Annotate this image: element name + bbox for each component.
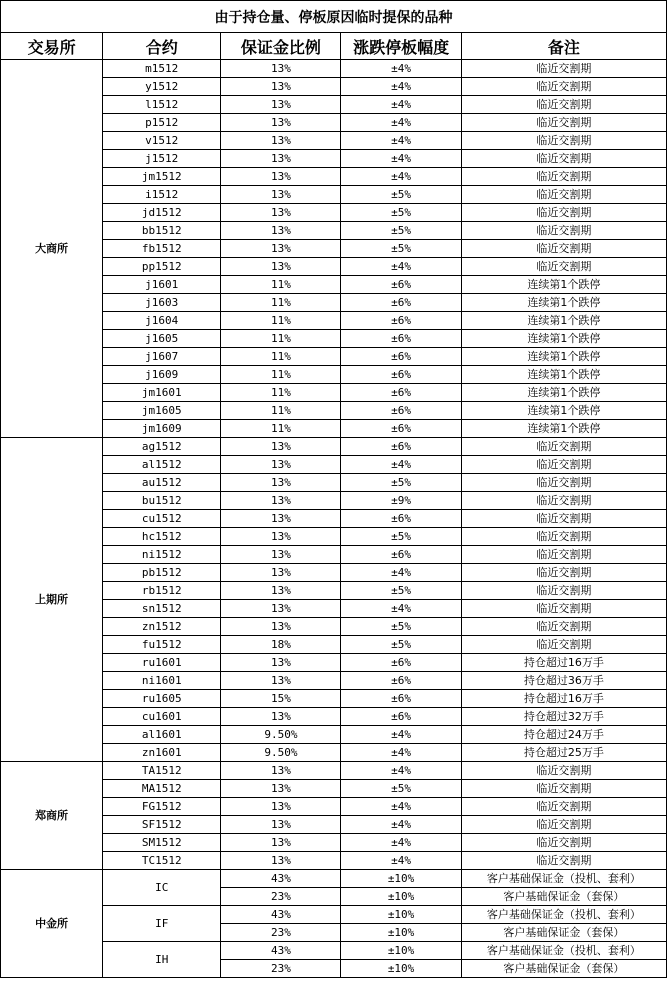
contract-cell: bb1512 xyxy=(103,222,221,240)
note-cell: 临近交割期 xyxy=(461,816,666,834)
note-cell: 持仓超过24万手 xyxy=(461,726,666,744)
margin-cell: 11% xyxy=(221,294,341,312)
margin-cell: 13% xyxy=(221,114,341,132)
note-cell: 客户基础保证金（套保） xyxy=(461,960,666,978)
header-contract: 合约 xyxy=(103,33,221,60)
contract-cell: j1604 xyxy=(103,312,221,330)
note-cell: 临近交割期 xyxy=(461,564,666,582)
margin-cell: 13% xyxy=(221,204,341,222)
margin-cell: 18% xyxy=(221,636,341,654)
contract-cell: v1512 xyxy=(103,132,221,150)
contract-cell: jm1605 xyxy=(103,402,221,420)
limit-cell: ±10% xyxy=(341,906,461,924)
contract-cell: j1601 xyxy=(103,276,221,294)
margin-cell: 11% xyxy=(221,366,341,384)
contract-cell: jm1609 xyxy=(103,420,221,438)
note-cell: 持仓超过16万手 xyxy=(461,654,666,672)
margin-cell: 23% xyxy=(221,888,341,906)
limit-cell: ±6% xyxy=(341,402,461,420)
margin-cell: 13% xyxy=(221,492,341,510)
contract-cell: l1512 xyxy=(103,96,221,114)
note-cell: 临近交割期 xyxy=(461,528,666,546)
contract-cell: jd1512 xyxy=(103,204,221,222)
note-cell: 持仓超过25万手 xyxy=(461,744,666,762)
limit-cell: ±6% xyxy=(341,294,461,312)
note-cell: 客户基础保证金（投机、套利） xyxy=(461,942,666,960)
contract-cell: zn1601 xyxy=(103,744,221,762)
header-exchange: 交易所 xyxy=(1,33,103,60)
margin-cell: 13% xyxy=(221,510,341,528)
note-cell: 客户基础保证金（投机、套利） xyxy=(461,906,666,924)
margin-cell: 13% xyxy=(221,600,341,618)
header-note: 备注 xyxy=(461,33,666,60)
margin-cell: 13% xyxy=(221,654,341,672)
limit-cell: ±5% xyxy=(341,780,461,798)
margin-cell: 43% xyxy=(221,942,341,960)
note-cell: 临近交割期 xyxy=(461,222,666,240)
note-cell: 临近交割期 xyxy=(461,780,666,798)
margin-cell: 13% xyxy=(221,60,341,78)
note-cell: 临近交割期 xyxy=(461,546,666,564)
limit-cell: ±9% xyxy=(341,492,461,510)
contract-cell: rb1512 xyxy=(103,582,221,600)
contract-cell: ru1601 xyxy=(103,654,221,672)
note-cell: 连续第1个跌停 xyxy=(461,366,666,384)
exchange-cell: 中金所 xyxy=(1,870,103,978)
limit-cell: ±6% xyxy=(341,384,461,402)
note-cell: 连续第1个跌停 xyxy=(461,384,666,402)
limit-cell: ±4% xyxy=(341,132,461,150)
limit-cell: ±6% xyxy=(341,366,461,384)
margin-cell: 13% xyxy=(221,222,341,240)
limit-cell: ±5% xyxy=(341,636,461,654)
contract-cell: ni1512 xyxy=(103,546,221,564)
margin-cell: 13% xyxy=(221,852,341,870)
margin-cell: 13% xyxy=(221,78,341,96)
margin-cell: 11% xyxy=(221,384,341,402)
note-cell: 临近交割期 xyxy=(461,636,666,654)
limit-cell: ±10% xyxy=(341,924,461,942)
contract-cell: j1609 xyxy=(103,366,221,384)
margin-cell: 13% xyxy=(221,708,341,726)
note-cell: 持仓超过32万手 xyxy=(461,708,666,726)
margin-cell: 13% xyxy=(221,780,341,798)
contract-cell: y1512 xyxy=(103,78,221,96)
contract-cell: au1512 xyxy=(103,474,221,492)
note-cell: 临近交割期 xyxy=(461,474,666,492)
note-cell: 临近交割期 xyxy=(461,510,666,528)
margin-cell: 23% xyxy=(221,924,341,942)
limit-cell: ±5% xyxy=(341,528,461,546)
margin-cell: 13% xyxy=(221,240,341,258)
note-cell: 临近交割期 xyxy=(461,762,666,780)
contract-cell: al1512 xyxy=(103,456,221,474)
note-cell: 持仓超过36万手 xyxy=(461,672,666,690)
contract-cell: cu1601 xyxy=(103,708,221,726)
limit-cell: ±5% xyxy=(341,618,461,636)
margin-cell: 13% xyxy=(221,816,341,834)
limit-cell: ±6% xyxy=(341,546,461,564)
contract-cell: pb1512 xyxy=(103,564,221,582)
margin-cell: 13% xyxy=(221,438,341,456)
margin-cell: 13% xyxy=(221,672,341,690)
exchange-cell: 大商所 xyxy=(1,60,103,438)
limit-cell: ±5% xyxy=(341,186,461,204)
contract-cell: i1512 xyxy=(103,186,221,204)
limit-cell: ±6% xyxy=(341,330,461,348)
limit-cell: ±6% xyxy=(341,708,461,726)
limit-cell: ±4% xyxy=(341,456,461,474)
contract-cell: jm1512 xyxy=(103,168,221,186)
contract-cell: IC xyxy=(103,870,221,906)
limit-cell: ±4% xyxy=(341,96,461,114)
contract-cell: ni1601 xyxy=(103,672,221,690)
note-cell: 临近交割期 xyxy=(461,438,666,456)
contract-cell: p1512 xyxy=(103,114,221,132)
contract-cell: pp1512 xyxy=(103,258,221,276)
contract-cell: bu1512 xyxy=(103,492,221,510)
contract-cell: IF xyxy=(103,906,221,942)
note-cell: 临近交割期 xyxy=(461,618,666,636)
note-cell: 连续第1个跌停 xyxy=(461,276,666,294)
margin-cell: 13% xyxy=(221,528,341,546)
limit-cell: ±6% xyxy=(341,672,461,690)
margin-cell: 13% xyxy=(221,762,341,780)
note-cell: 连续第1个跌停 xyxy=(461,294,666,312)
limit-cell: ±4% xyxy=(341,726,461,744)
table-body xyxy=(1,60,667,978)
table-row xyxy=(1,438,667,456)
margin-cell: 13% xyxy=(221,834,341,852)
contract-cell: MA1512 xyxy=(103,780,221,798)
limit-cell: ±4% xyxy=(341,564,461,582)
contract-cell: zn1512 xyxy=(103,618,221,636)
margin-cell: 11% xyxy=(221,312,341,330)
margin-cell: 11% xyxy=(221,348,341,366)
contract-cell: fb1512 xyxy=(103,240,221,258)
note-cell: 连续第1个跌停 xyxy=(461,420,666,438)
note-cell: 连续第1个跌停 xyxy=(461,348,666,366)
contract-cell: ag1512 xyxy=(103,438,221,456)
contract-cell: j1512 xyxy=(103,150,221,168)
limit-cell: ±4% xyxy=(341,798,461,816)
limit-cell: ±5% xyxy=(341,582,461,600)
note-cell: 临近交割期 xyxy=(461,186,666,204)
contract-cell: hc1512 xyxy=(103,528,221,546)
header-limit: 涨跌停板幅度 xyxy=(341,33,461,60)
contract-cell: m1512 xyxy=(103,60,221,78)
contract-cell: sn1512 xyxy=(103,600,221,618)
limit-cell: ±4% xyxy=(341,60,461,78)
note-cell: 客户基础保证金（套保） xyxy=(461,888,666,906)
contract-cell: ru1605 xyxy=(103,690,221,708)
margin-cell: 13% xyxy=(221,150,341,168)
table-title: 由于持仓量、停板原因临时提保的品种 xyxy=(1,1,667,33)
limit-cell: ±4% xyxy=(341,744,461,762)
note-cell: 临近交割期 xyxy=(461,834,666,852)
contract-cell: fu1512 xyxy=(103,636,221,654)
limit-cell: ±4% xyxy=(341,600,461,618)
limit-cell: ±4% xyxy=(341,168,461,186)
margin-cell: 13% xyxy=(221,258,341,276)
limit-cell: ±4% xyxy=(341,816,461,834)
note-cell: 临近交割期 xyxy=(461,132,666,150)
note-cell: 临近交割期 xyxy=(461,798,666,816)
table-row xyxy=(1,60,667,78)
note-cell: 持仓超过16万手 xyxy=(461,690,666,708)
margin-cell: 11% xyxy=(221,276,341,294)
note-cell: 临近交割期 xyxy=(461,78,666,96)
contract-cell: IH xyxy=(103,942,221,978)
header-margin: 保证金比例 xyxy=(221,33,341,60)
note-cell: 客户基础保证金（套保） xyxy=(461,924,666,942)
contract-cell: SM1512 xyxy=(103,834,221,852)
margin-cell: 13% xyxy=(221,564,341,582)
note-cell: 连续第1个跌停 xyxy=(461,330,666,348)
margin-cell: 13% xyxy=(221,582,341,600)
margin-cell: 13% xyxy=(221,474,341,492)
margin-cell: 11% xyxy=(221,420,341,438)
note-cell: 临近交割期 xyxy=(461,114,666,132)
note-cell: 客户基础保证金（投机、套利） xyxy=(461,870,666,888)
margin-cell: 13% xyxy=(221,798,341,816)
limit-cell: ±4% xyxy=(341,78,461,96)
margin-cell: 11% xyxy=(221,330,341,348)
table-row xyxy=(1,762,667,780)
note-cell: 临近交割期 xyxy=(461,582,666,600)
limit-cell: ±10% xyxy=(341,870,461,888)
note-cell: 临近交割期 xyxy=(461,852,666,870)
limit-cell: ±6% xyxy=(341,312,461,330)
margin-cell: 23% xyxy=(221,960,341,978)
contract-cell: al1601 xyxy=(103,726,221,744)
limit-cell: ±4% xyxy=(341,762,461,780)
margin-cell: 13% xyxy=(221,618,341,636)
margin-cell: 9.50% xyxy=(221,726,341,744)
margin-cell: 13% xyxy=(221,186,341,204)
note-cell: 临近交割期 xyxy=(461,168,666,186)
contract-cell: jm1601 xyxy=(103,384,221,402)
margin-cell: 15% xyxy=(221,690,341,708)
note-cell: 连续第1个跌停 xyxy=(461,312,666,330)
note-cell: 临近交割期 xyxy=(461,204,666,222)
limit-cell: ±6% xyxy=(341,276,461,294)
margin-cell: 13% xyxy=(221,456,341,474)
contract-cell: SF1512 xyxy=(103,816,221,834)
note-cell: 临近交割期 xyxy=(461,456,666,474)
limit-cell: ±5% xyxy=(341,222,461,240)
contract-cell: cu1512 xyxy=(103,510,221,528)
limit-cell: ±6% xyxy=(341,348,461,366)
margin-cell: 43% xyxy=(221,906,341,924)
table-row xyxy=(1,870,667,888)
limit-cell: ±10% xyxy=(341,888,461,906)
exchange-cell: 上期所 xyxy=(1,438,103,762)
limit-cell: ±10% xyxy=(341,942,461,960)
limit-cell: ±6% xyxy=(341,654,461,672)
limit-cell: ±4% xyxy=(341,114,461,132)
note-cell: 临近交割期 xyxy=(461,150,666,168)
margin-cell: 9.50% xyxy=(221,744,341,762)
note-cell: 临近交割期 xyxy=(461,258,666,276)
contract-cell: TC1512 xyxy=(103,852,221,870)
limit-cell: ±6% xyxy=(341,690,461,708)
limit-cell: ±6% xyxy=(341,438,461,456)
limit-cell: ±6% xyxy=(341,510,461,528)
limit-cell: ±6% xyxy=(341,420,461,438)
limit-cell: ±4% xyxy=(341,150,461,168)
limit-cell: ±4% xyxy=(341,258,461,276)
contract-cell: j1607 xyxy=(103,348,221,366)
note-cell: 临近交割期 xyxy=(461,492,666,510)
limit-cell: ±5% xyxy=(341,240,461,258)
contract-cell: j1605 xyxy=(103,330,221,348)
header-row xyxy=(1,33,667,60)
margin-cell: 13% xyxy=(221,132,341,150)
margin-cell: 11% xyxy=(221,402,341,420)
margin-cell: 13% xyxy=(221,168,341,186)
limit-cell: ±10% xyxy=(341,960,461,978)
note-cell: 临近交割期 xyxy=(461,60,666,78)
limit-cell: ±4% xyxy=(341,852,461,870)
note-cell: 连续第1个跌停 xyxy=(461,402,666,420)
limit-cell: ±5% xyxy=(341,204,461,222)
margin-cell: 43% xyxy=(221,870,341,888)
contract-cell: FG1512 xyxy=(103,798,221,816)
note-cell: 临近交割期 xyxy=(461,240,666,258)
margin-cell: 13% xyxy=(221,546,341,564)
exchange-cell: 郑商所 xyxy=(1,762,103,870)
note-cell: 临近交割期 xyxy=(461,600,666,618)
margin-cell: 13% xyxy=(221,96,341,114)
limit-cell: ±5% xyxy=(341,474,461,492)
contract-cell: TA1512 xyxy=(103,762,221,780)
note-cell: 临近交割期 xyxy=(461,96,666,114)
limit-cell: ±4% xyxy=(341,834,461,852)
contract-cell: j1603 xyxy=(103,294,221,312)
